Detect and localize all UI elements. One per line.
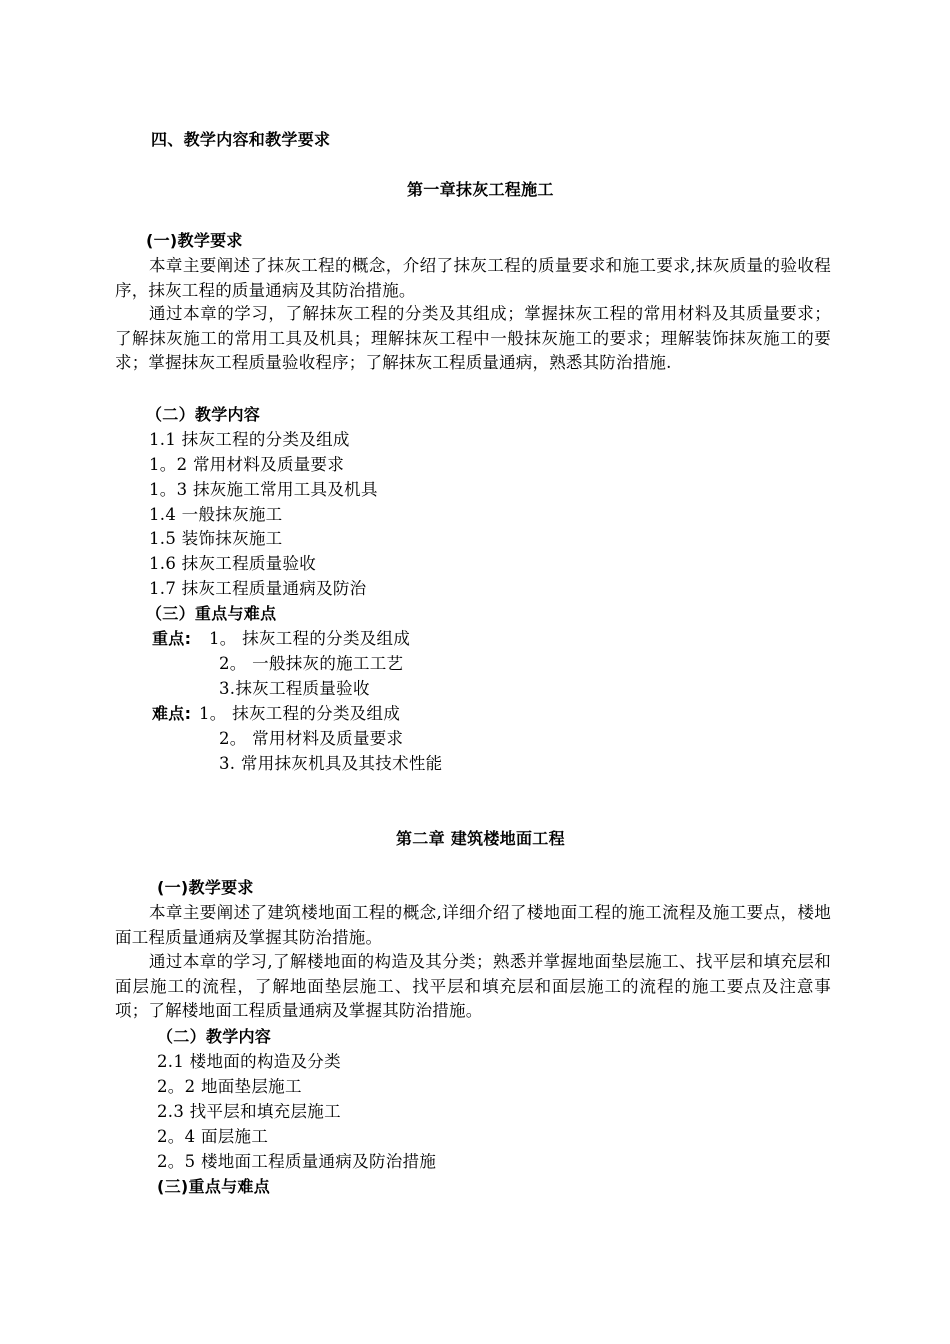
chapter1-item-6: 1.6 抹灰工程质量验收: [149, 554, 317, 573]
chapter1-para1: 本章主要阐述了抹灰工程的概念，介绍了抹灰工程的质量要求和施工要求,抹灰质量的验收程序，抹灰工程的质量通病及其防治措施。: [115, 256, 831, 300]
chapter1-item-2: 1。2 常用材料及质量要求: [149, 455, 345, 474]
chapter1-para2: 通过本章的学习，了解抹灰工程的分类及其组成；掌握抹灰工程的常用材料及其质量要求；了解抹灰施工的常用工具及机具；理解抹灰工程中一般抹灰施工的要求；理解装饰抹灰施工的要求；掌握抹灰工程质量验收程序；了解抹灰工程质量通病，熟悉其防治措施.: [115, 304, 831, 372]
key-point-3: 3.抹灰工程质量验收: [219, 679, 370, 698]
key-point-1: 1。 抹灰工程的分类及组成: [209, 629, 411, 648]
chapter2-content-heading: （二）教学内容: [157, 1027, 272, 1046]
chapter2-key-heading: (三)重点与难点: [157, 1177, 271, 1196]
chapter1-item-3: 1。3 抹灰施工常用工具及机具: [149, 480, 378, 499]
difficult-point-2: 2。 常用材料及质量要求: [219, 729, 404, 748]
section-heading: 四、教学内容和教学要求: [151, 130, 331, 149]
chapter1-item-5: 1.5 装饰抹灰施工: [149, 529, 283, 548]
key-points-label: 重点:: [152, 629, 192, 648]
chapter1-title: 第一章抹灰工程施工: [407, 180, 554, 199]
chapter1-key-heading: （三）重点与难点: [146, 604, 277, 623]
chapter1-req-heading: (一)教学要求: [146, 231, 243, 250]
chapter1-content-heading: （二）教学内容: [146, 405, 261, 424]
chapter2-item-2: 2。2 地面垫层施工: [157, 1077, 302, 1096]
chapter2-para1: 本章主要阐述了建筑楼地面工程的概念,详细介绍了楼地面工程的施工流程及施工要点，楼地面工程质量通病及掌握其防治措施。: [115, 903, 831, 947]
chapter2-item-1: 2.1 楼地面的构造及分类: [157, 1052, 341, 1071]
chapter1-item-4: 1.4 一般抹灰施工: [149, 505, 283, 524]
chapter2-item-5: 2。5 楼地面工程质量通病及防治措施: [157, 1152, 437, 1171]
difficult-points-label: 难点:: [152, 704, 192, 723]
difficult-point-1: 1。 抹灰工程的分类及组成: [199, 704, 401, 723]
chapter2-title: 第二章 建筑楼地面工程: [396, 829, 565, 848]
difficult-point-3: 3. 常用抹灰机具及其技术性能: [219, 754, 443, 773]
chapter1-item-7: 1.7 抹灰工程质量通病及防治: [149, 579, 367, 598]
chapter1-item-1: 1.1 抹灰工程的分类及组成: [149, 430, 350, 449]
key-point-2: 2。 一般抹灰的施工工艺: [219, 654, 404, 673]
chapter2-req-heading: (一)教学要求: [157, 878, 254, 897]
chapter2-item-3: 2.3 找平层和填充层施工: [157, 1102, 341, 1121]
chapter2-para2: 通过本章的学习,了解楼地面的构造及其分类；熟悉并掌握地面垫层施工、找平层和填充层和面层施工的流程，了解地面垫层施工、找平层和填充层和面层施工的流程的施工要点及注意事项；了解楼地面工程质量通病及掌握其防治措施。: [115, 952, 831, 1020]
chapter2-item-4: 2。4 面层施工: [157, 1127, 269, 1146]
